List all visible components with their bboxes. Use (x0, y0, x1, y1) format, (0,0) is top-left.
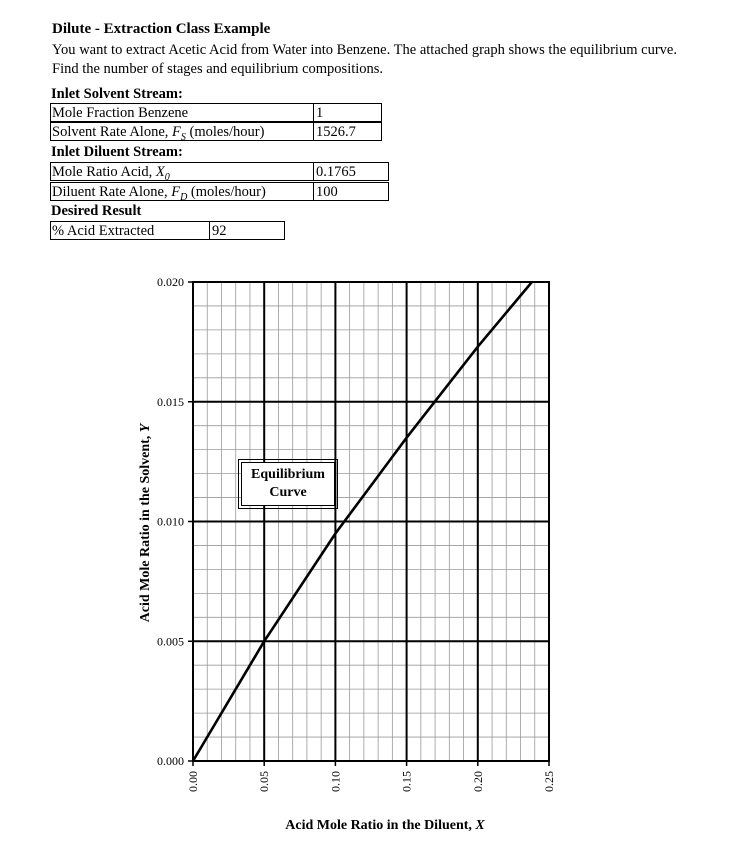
acid-extracted-label: % Acid Extracted (50, 221, 210, 240)
legend-line-2: Curve (269, 485, 307, 500)
y-tick-label: 0.005 (157, 634, 184, 649)
x-tick-label: 0.25 (542, 771, 556, 792)
mole-fraction-label: Mole Fraction Benzene (50, 103, 314, 122)
diluent-rate-value[interactable]: 100 (313, 182, 389, 201)
inlet-solvent-heading: Inlet Solvent Stream: (51, 86, 183, 102)
mole-ratio-value[interactable]: 0.1765 (313, 162, 389, 181)
solvent-rate-value[interactable]: 1526.7 (313, 122, 382, 141)
acid-extracted-value[interactable]: 92 (209, 221, 285, 240)
x-axis-label: Acid Mole Ratio in the Diluent, X (285, 818, 485, 833)
chart-legend (241, 462, 335, 506)
y-tick-label: 0.000 (157, 754, 184, 768)
mole-fraction-value[interactable]: 1 (313, 103, 382, 122)
y-tick-label: 0.020 (157, 275, 184, 289)
x-tick-label: 0.20 (470, 771, 485, 792)
diluent-rate-label: Diluent Rate Alone, $F_D$ (moles/hour) (50, 182, 314, 201)
solvent-rate-label: Solvent Rate Alone, $F_S$ (moles/hour) (50, 122, 314, 141)
desired-result-heading: Desired Result (51, 203, 142, 219)
x-tick-label: 0.05 (257, 771, 272, 792)
inlet-diluent-heading: Inlet Diluent Stream: (51, 144, 183, 160)
legend-line-1: Equilibrium (251, 467, 325, 482)
mole-ratio-label: Mole Ratio Acid, $X_0$ (50, 162, 314, 181)
y-tick-label: 0.010 (157, 514, 184, 529)
x-tick-label: 0.15 (399, 771, 414, 792)
page-title: Dilute - Extraction Class Example (52, 21, 271, 37)
y-axis-label: Acid Mole Ratio in the Solvent, Y (138, 423, 153, 623)
y-tick-label: 0.015 (157, 394, 184, 409)
problem-description: You want to extract Acetic Acid from Water into Benzene. The attached graph shows the equilibrium curve. Find the number of stages and equilibrium compositions. (52, 42, 677, 77)
x-tick-label: 0.00 (186, 771, 200, 792)
x-tick-label: 0.10 (328, 771, 343, 792)
